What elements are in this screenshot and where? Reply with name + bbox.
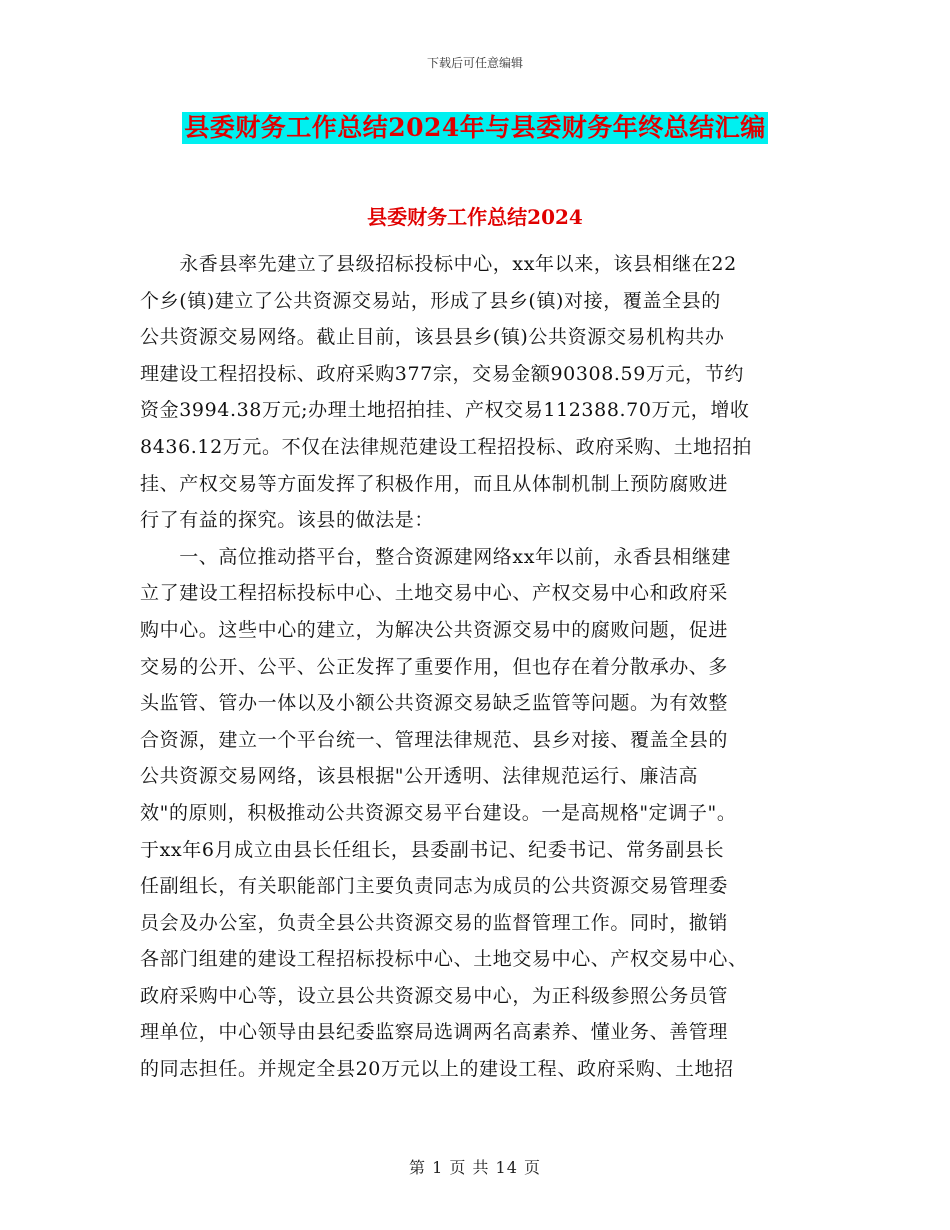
text-line: 于xx年6月成立由县长任组长，县委副书记、纪委书记、常务副县长 [140,838,725,861]
text-line: 合资源，建立一个平台统一、管理法律规范、县乡对接、覆盖全县的 [140,728,729,751]
text-line: 行了有益的探究。该县的做法是： [140,509,435,532]
header-note: 下载后可任意编辑 [426,56,523,70]
page-number-footer: 第 1 页 共 14 页 [409,1158,541,1177]
text-line: 头监管、管办一体以及小额公共资源交易缺乏监管等问题。为有效整 [140,692,729,715]
text-line: 效"的原则，积极推动公共资源交易平台建设。一是高规格"定调子"。 [140,801,737,824]
text-line: 政府采购中心等，设立县公共资源交易中心，为正科级参照公务员管 [140,984,729,1007]
text-line: 任副组长，有关职能部门主要负责同志为成员的公共资源交易管理委 [140,875,729,898]
text-line: 购中心。这些中心的建立，为解决公共资源交易中的腐败问题，促进 [140,618,729,641]
main-title-text: 县委财务工作总结2024年与县委财务年终总结汇编 [184,113,766,142]
main-title [0,112,950,144]
text-line: 永香县率先建立了县级招标投标中心，xx年以来，该县相继在22 [140,253,737,275]
text-line: 挂、产权交易等方面发挥了积极作用，而且从体制机制上预防腐败进 [140,472,729,495]
text-line: 立了建设工程招标投标中心、土地交易中心、产权交易中心和政府采 [140,582,729,605]
text-line: 资金3994.38万元;办理土地招拍挂、产权交易112388.70万元，增收 [140,399,750,422]
section-title: 县委财务工作总结2024 [367,205,583,229]
text-line: 个乡(镇)建立了公共资源交易站，形成了县乡(镇)对接，覆盖全县的 [140,289,721,312]
text-line: 8436.12万元。不仅在法律规范建设工程招投标、政府采购、土地招拍 [140,435,752,458]
text-line: 理单位，中心领导由县纪委监察局选调两名高素养、懂业务、善管理 [140,1021,729,1044]
text-line: 一、高位推动搭平台，整合资源建网络xx年以前，永香县相继建 [140,545,732,568]
text-line: 的同志担任。并规定全县20万元以上的建设工程、政府采购、土地招 [140,1058,734,1081]
text-line: 公共资源交易网络，该县根据"公开透明、法律规范运行、廉洁高 [140,765,699,788]
text-line: 各部门组建的建设工程招标投标中心、土地交易中心、产权交易中心、 [140,948,748,971]
body-text [140,246,808,1088]
text-line: 员会及办公室，负责全县公共资源交易的监督管理工作。同时，撤销 [140,911,729,934]
text-line: 交易的公开、公平、公正发挥了重要作用，但也存在着分散承办、多 [140,655,729,678]
text-line: 公共资源交易网络。截止目前，该县县乡(镇)公共资源交易机构共办 [140,326,725,349]
text-line: 理建设工程招投标、政府采购377宗，交易金额90308.59万元，节约 [140,362,744,385]
